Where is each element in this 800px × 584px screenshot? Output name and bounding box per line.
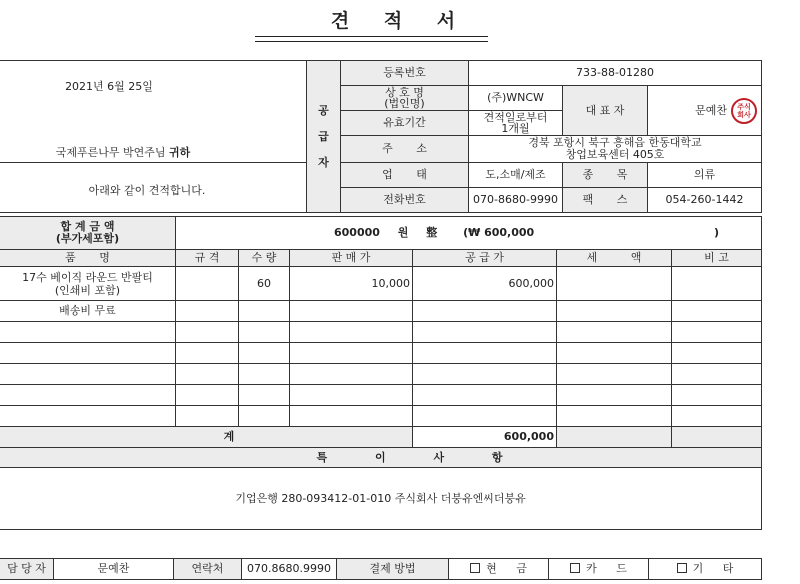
item-name (0, 322, 176, 343)
item-qty (239, 322, 290, 343)
recipient-name: 국제푸른나무 박연주님 (55, 146, 166, 159)
item-supply (413, 322, 557, 343)
quote-note: 아래와 같이 견적합니다. (88, 184, 206, 197)
item-supply (413, 364, 557, 385)
item-name: 배송비 무료 (0, 301, 176, 322)
fax-label: 팩 스 (563, 188, 648, 213)
total-unit: 원 (397, 226, 409, 239)
ceo-cell (648, 86, 762, 136)
checkbox-icon[interactable] (570, 563, 580, 573)
item-price (290, 322, 413, 343)
item-qty (239, 364, 290, 385)
item-tax (557, 406, 672, 427)
table-row (0, 343, 762, 364)
manager-value: 문예찬 (54, 559, 174, 580)
item-price (290, 364, 413, 385)
left-info (0, 61, 307, 197)
subtotal-label: 계 (0, 427, 413, 448)
table-row (0, 322, 762, 343)
company-label: 상 호 명 (법인명) (341, 86, 469, 111)
item-note (672, 301, 762, 322)
col-header: 비 고 (672, 250, 762, 267)
contact-value: 070.8680.9990 (242, 559, 337, 580)
item-spec (176, 385, 239, 406)
item-price: 10,000 (290, 267, 413, 301)
col-header: 판 매 가 (290, 250, 413, 267)
table-row (0, 267, 762, 301)
recipient-honorific: 귀하 (169, 146, 191, 159)
title-underline (255, 36, 488, 42)
item-price (290, 343, 413, 364)
phone-label: 전화번호 (341, 188, 469, 213)
fax-value: 054-260-1442 (648, 188, 762, 213)
validity-value: 견적일로부터 1개월 (469, 111, 563, 136)
item-qty (239, 406, 290, 427)
item-note (672, 364, 762, 385)
item-spec (176, 406, 239, 427)
item-tax (557, 385, 672, 406)
manager-label: 담 당 자 (0, 559, 54, 580)
item-tax (557, 267, 672, 301)
supplier-side-label (307, 61, 341, 213)
item-spec (176, 322, 239, 343)
company-value: (주)WNCW (469, 86, 563, 111)
item-supply (413, 385, 557, 406)
item-spec (176, 364, 239, 385)
total-close: ) (714, 226, 720, 239)
item-value: 의류 (648, 163, 762, 188)
table-row (0, 364, 762, 385)
item-supply: 600,000 (413, 267, 557, 301)
ceo-label: 대 표 자 (563, 86, 648, 136)
col-header: 규 격 (176, 250, 239, 267)
document-title: 견 적 서 (330, 10, 470, 32)
item-name (0, 385, 176, 406)
item-spec (176, 267, 239, 301)
validity-label: 유효기간 (341, 111, 469, 136)
remarks-text: 기업은행 280-093412-01-010 주식회사 더붕유엔씨더붕유 (0, 468, 762, 530)
item-note (672, 267, 762, 301)
payment-option-cash[interactable] (449, 559, 549, 580)
item-name (0, 406, 176, 427)
col-header: 세 액 (557, 250, 672, 267)
footer-table (0, 558, 762, 580)
phone-value: 070-8680-9990 (469, 188, 563, 213)
table-row (0, 385, 762, 406)
items-table (0, 216, 762, 530)
payment-option-label: 기 타 (692, 562, 734, 575)
item-note (672, 343, 762, 364)
supplier-side-char: 자 (318, 155, 329, 169)
item-qty (239, 343, 290, 364)
col-header: 품 명 (0, 250, 176, 267)
item-label: 종 목 (563, 163, 648, 188)
payment-option-label: 카 드 (586, 562, 627, 575)
recipient-line (0, 147, 276, 159)
total-amount-cell (176, 217, 762, 250)
item-tax (557, 322, 672, 343)
item-tax (557, 301, 672, 322)
item-spec (176, 343, 239, 364)
item-tax (557, 364, 672, 385)
col-header: 공 급 가 (413, 250, 557, 267)
reg-no-label: 등록번호 (341, 61, 469, 86)
item-spec (176, 301, 239, 322)
company-seal-icon: 주식 회사 (731, 98, 757, 124)
item-qty: 60 (239, 267, 290, 301)
business-label: 업 태 (341, 163, 469, 188)
item-name: 17수 베이직 라운드 반팔티 (인쇄비 포함) (0, 267, 176, 301)
item-price (290, 301, 413, 322)
reg-no-value: 733-88-01280 (469, 61, 762, 86)
total-won: (₩ 600,000 (463, 226, 535, 239)
supplier-side-char: 급 (318, 129, 329, 143)
address-label: 주 소 (341, 136, 469, 163)
item-price (290, 406, 413, 427)
total-amount: 600000 (334, 226, 380, 239)
checkbox-icon[interactable] (677, 563, 687, 573)
subtotal-tax (557, 427, 672, 448)
item-supply (413, 343, 557, 364)
item-price (290, 385, 413, 406)
table-row (0, 406, 762, 427)
payment-option-label: 현 금 (486, 562, 527, 575)
business-value: 도,소매/제조 (469, 163, 563, 188)
supplier-side-char: 공 (318, 103, 329, 117)
contact-label: 연락처 (174, 559, 242, 580)
ceo-value: 문예찬 (695, 103, 728, 117)
item-note (672, 322, 762, 343)
item-tax (557, 343, 672, 364)
subtotal-amount: 600,000 (413, 427, 557, 448)
subtotal-row (0, 427, 762, 448)
remarks-label: 특 이 사 항 (0, 448, 762, 468)
item-qty (239, 301, 290, 322)
checkbox-icon[interactable] (470, 563, 480, 573)
table-row (0, 301, 762, 322)
header-table (0, 60, 762, 213)
subtotal-note (672, 427, 762, 448)
item-name (0, 364, 176, 385)
col-header: 수 량 (239, 250, 290, 267)
item-note (672, 406, 762, 427)
item-qty (239, 385, 290, 406)
quote-date: 2021년 6월 25일 (65, 80, 153, 93)
item-supply (413, 301, 557, 322)
address-value: 경북 포항시 북구 흥해읍 한동대학교 창업보육센터 405호 (469, 136, 762, 163)
item-supply (413, 406, 557, 427)
payment-option-card[interactable] (549, 559, 649, 580)
payment-label: 결제 방법 (337, 559, 449, 580)
payment-option-other[interactable] (649, 559, 762, 580)
item-note (672, 385, 762, 406)
total-exact: 整 (426, 226, 438, 239)
total-label: 합 계 금 액 (부가세포함) (0, 217, 176, 250)
item-name (0, 343, 176, 364)
